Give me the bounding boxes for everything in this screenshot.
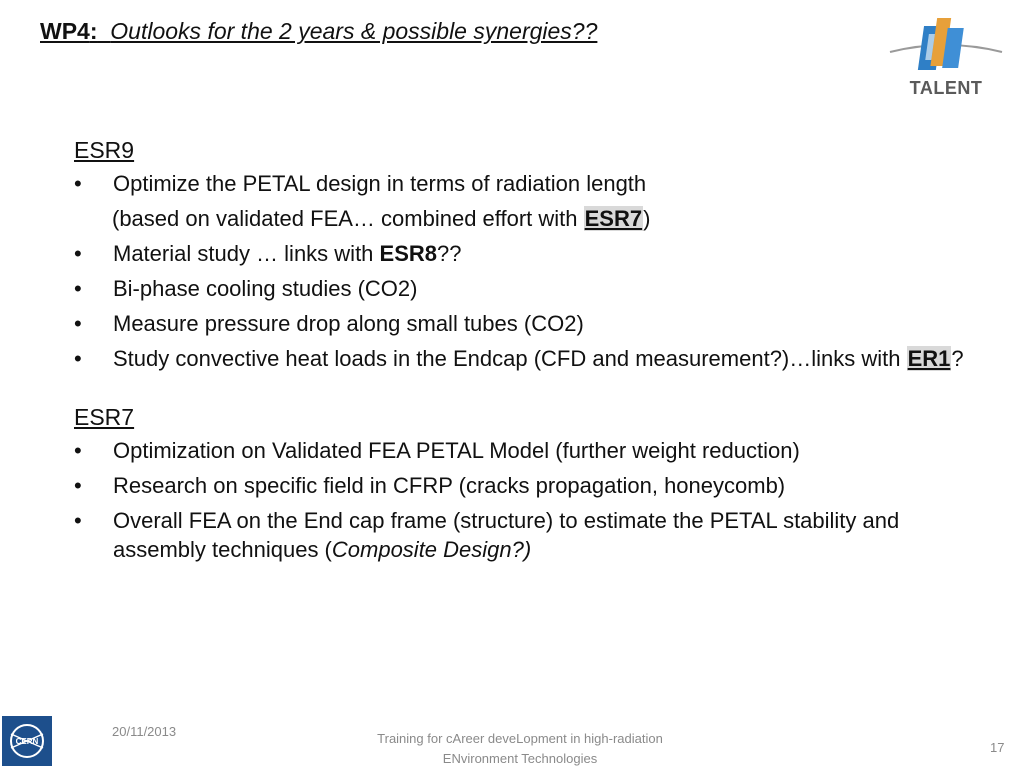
bullet-text: Optimization on Validated FEA PETAL Model (further weight reduction) bbox=[113, 438, 800, 463]
bullet-dot: • bbox=[74, 508, 82, 533]
bullet-text-italic: Composite Design?) bbox=[331, 537, 532, 562]
bullet-continuation bbox=[74, 204, 974, 233]
talent-logo-icon bbox=[886, 12, 1006, 82]
cern-logo-text: CERN bbox=[15, 737, 39, 746]
bullet-text-post: ?? bbox=[437, 241, 462, 266]
slide-content bbox=[74, 136, 974, 570]
bullet-item bbox=[74, 506, 974, 564]
bullet-dot: • bbox=[74, 171, 82, 196]
bullet-item bbox=[74, 344, 974, 373]
ref-esr7: ESR7 bbox=[584, 206, 643, 231]
bullet-dot: • bbox=[74, 438, 82, 463]
bullet-item bbox=[74, 274, 974, 303]
title-wp: WP4 bbox=[40, 18, 90, 44]
title-subtitle: Outlooks for the 2 years & possible synergies?? bbox=[110, 18, 598, 44]
bullet-text: Material study … links with bbox=[113, 241, 380, 266]
ref-er1: ER1 bbox=[907, 346, 951, 371]
bullet-text-post: ) bbox=[643, 206, 651, 231]
section-heading-esr7: ESR7 bbox=[74, 404, 135, 430]
footer-center bbox=[330, 729, 710, 769]
cern-logo bbox=[2, 716, 52, 766]
footer-line-1: Training for cAreer deveLopment in high-radiation bbox=[377, 731, 663, 746]
cern-logo-icon bbox=[2, 716, 52, 766]
footer-date: 20/11/2013 bbox=[112, 724, 177, 739]
ref-esr8: ESR8 bbox=[379, 241, 438, 266]
talent-logo bbox=[886, 12, 1006, 102]
bullet-item bbox=[74, 309, 974, 338]
bullet-dot: • bbox=[74, 276, 82, 301]
bullet-dot: • bbox=[74, 311, 82, 336]
footer-line-2: ENvironment Technologies bbox=[442, 751, 598, 766]
bullet-dot: • bbox=[74, 346, 82, 371]
bullet-text: Measure pressure drop along small tubes (CO2) bbox=[113, 311, 584, 336]
talent-logo-text: TALENT bbox=[909, 78, 983, 98]
bullet-text: (based on validated FEA… combined effort with bbox=[112, 206, 584, 231]
bullet-text: Research on specific field in CFRP (cracks propagation, honeycomb) bbox=[113, 473, 786, 498]
bullet-item bbox=[74, 471, 974, 500]
bullet-text: Optimize the PETAL design in terms of radiation length bbox=[113, 171, 647, 196]
bullet-text: Study convective heat loads in the Endcap (CFD and measurement?)…links with bbox=[113, 346, 907, 371]
page-number: 17 bbox=[990, 740, 1005, 755]
slide-title bbox=[40, 18, 597, 45]
bullet-text: Overall FEA on the End cap frame (structure) to estimate the PETAL stability and assembly techniques ( bbox=[113, 508, 900, 562]
bullet-item bbox=[74, 436, 974, 465]
bullet-text-post: ? bbox=[951, 346, 964, 371]
bullet-item bbox=[74, 239, 974, 268]
title-colon: : bbox=[89, 18, 98, 44]
bullet-dot: • bbox=[74, 473, 82, 498]
section-heading-esr9: ESR9 bbox=[74, 137, 135, 163]
bullet-text: Bi-phase cooling studies (CO2) bbox=[113, 276, 418, 301]
bullet-item bbox=[74, 169, 974, 198]
bullet-dot: • bbox=[74, 241, 82, 266]
